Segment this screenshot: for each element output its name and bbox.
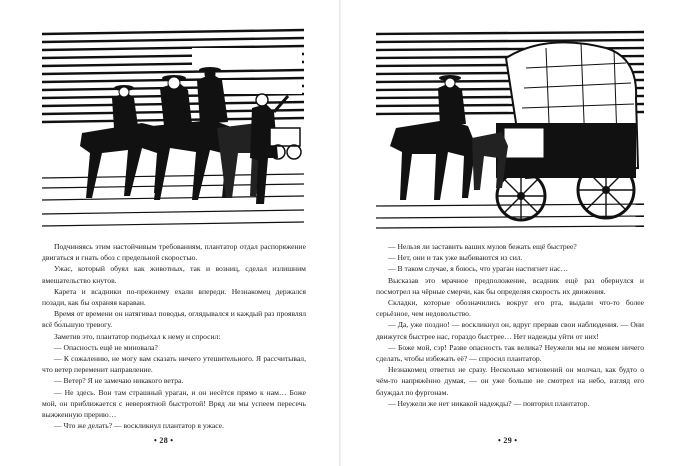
paragraph: — Боже мой, сэр! Разве опасность так велика? Неужели мы не можем ничего сделать, чтобы избежать её? — спросил плантатор.	[376, 342, 644, 364]
right-page-text	[376, 241, 644, 409]
paragraph: — Ветер? Я не замечаю никакого ветра.	[54, 376, 184, 386]
paragraph: Заметив это, плантатор подъехал к нему и спросил:	[54, 331, 221, 341]
paragraph: Высказав это мрачное предположение, всадник ещё раз обернулся и посмотрел на чёрные смерчи, как бы определяя скорость их движения.	[376, 275, 644, 296]
riders-on-horseback-illustration	[42, 28, 304, 233]
paragraph: — Не здесь. Вон там страшный ураган, и он несётся прямо к нам… Боже мой, он приближается с невероятной быстротой! Вряд ли мы успеем пересечь выжженную прерию…	[42, 387, 306, 420]
paragraph: Ужас, который обуял как животных, так и возниц, сделал излишним вмешательство кнутов.	[42, 264, 306, 285]
paragraph: — Неужели же нет никакой надежды? — повторил плантатор.	[388, 398, 590, 408]
paragraph: Складки, которые обозначились вокруг его рта, выдали что-то более серьёзное, чем недовольство.	[376, 298, 644, 319]
paragraph: — Опасность ещё не миновала?	[54, 342, 158, 352]
paragraph: — Нет, они и так уже выбиваются из сил.	[388, 253, 523, 263]
covered-wagon-team-illustration	[376, 28, 644, 233]
page-number: • 29 •	[498, 436, 518, 445]
paragraph: — В таком случае, я боюсь, что ураган настигнет нас…	[388, 264, 569, 274]
paragraph: — К сожалению, не могу вам сказать ничего утешительного. Я рассчитывал, что ветер переменит направление.	[42, 354, 306, 375]
paragraph: — Нельзя ли заставить ваших мулов бежать ещё быстрее?	[388, 242, 577, 251]
paragraph: — Да, уже поздно! — воскликнул он, вдруг прервав свои наблюдения. — Они движутся быстрее нас, гораздо быстрее… Нет надежды уйти от них!	[376, 320, 644, 341]
paragraph: Подчиняясь этим настойчивым требованиям, плантатор отдал распоряжение двигаться и гнать обоз с предельной скоростью.	[42, 242, 306, 263]
paragraph: Время от времени он натягивал поводья, оглядывался и каждый раз проявлял всё бо́льшую тревогу.	[42, 309, 306, 330]
right-page	[340, 0, 680, 466]
page-number: • 28 •	[154, 436, 174, 445]
paragraph: — Что же делать? — воскликнул плантатор в ужасе.	[54, 421, 224, 431]
paragraph: Карета и всадники по-прежнему ехали впереди. Незнакомец держался позади, как бы охраняя караван.	[42, 286, 306, 308]
left-page-text	[42, 241, 306, 431]
paragraph: Незнакомец ответил не сразу. Несколько мгновений он молчал, как будто о чём-то напряжённо думая, — он уже больше не смотрел на небо, взгляд его блуждал по фургонам.	[376, 365, 644, 397]
